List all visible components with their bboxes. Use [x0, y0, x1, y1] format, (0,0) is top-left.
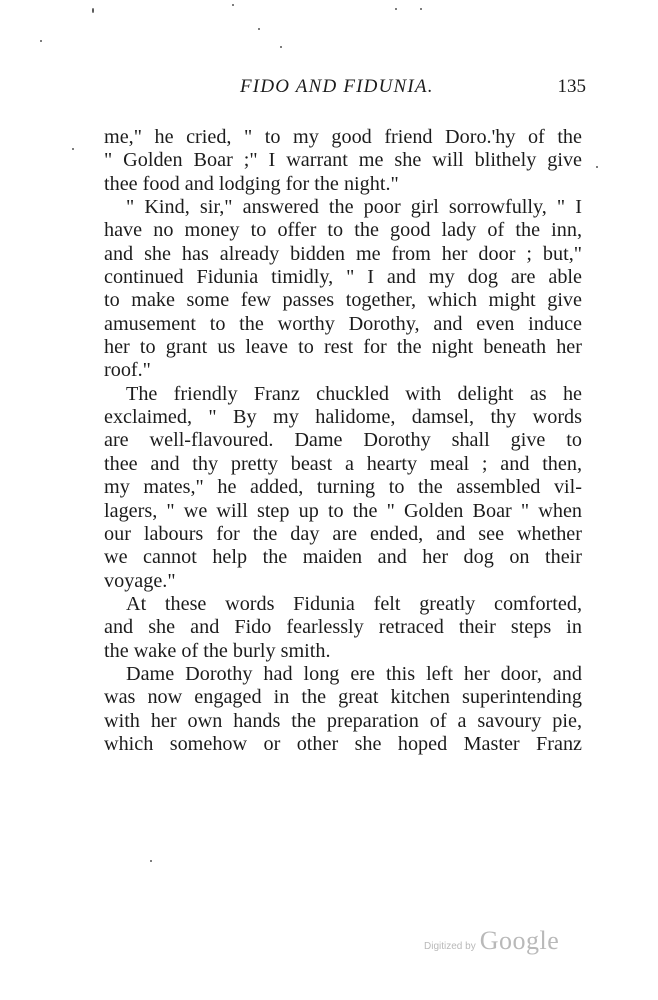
- text-line: lagers, " we will step up to the " Golden Boar " when: [104, 499, 582, 522]
- scan-speck: [420, 8, 422, 10]
- text-line: have no money to offer to the good lady of the inn,: [104, 219, 582, 242]
- scan-speck: [395, 8, 397, 10]
- text-line: our labours for the day are ended, and see whether: [104, 522, 582, 545]
- text-line: and she and Fido fearlessly retraced their steps in: [104, 616, 582, 639]
- watermark-brand: Google: [479, 926, 560, 955]
- scan-speck: [596, 166, 598, 168]
- text-line: continued Fidunia timidly, " I and my dog are able: [104, 266, 582, 289]
- text-line: voyage.": [104, 569, 176, 592]
- running-title: FIDO AND FIDUNIA.: [240, 76, 434, 97]
- text-line: The friendly Franz chuckled with delight as he: [126, 382, 582, 405]
- text-line: thee food and lodging for the night.": [104, 172, 399, 195]
- text-line: to make some few passes together, which might give: [104, 289, 582, 312]
- watermark-prefix: Digitized by: [424, 941, 476, 952]
- text-line: At these words Fidunia felt greatly comforted,: [126, 592, 582, 615]
- scan-speck: [72, 148, 74, 150]
- text-line: are well-flavoured. Dame Dorothy shall give to: [104, 429, 582, 452]
- text-line: me," he cried, " to my good friend Doro.'hy of the: [104, 126, 582, 148]
- text-line: her to grant us leave to rest for the night beneath her: [104, 336, 582, 359]
- scan-speck: [280, 46, 282, 48]
- text-line: and she has already bidden me from her door ; but,": [104, 242, 582, 265]
- text-line: the wake of the burly smith.: [104, 639, 331, 662]
- text-line: which somehow or other she hoped Master Franz: [104, 732, 582, 755]
- text-line: amusement to the worthy Dorothy, and even induce: [104, 312, 582, 335]
- text-line: we cannot help the maiden and her dog on their: [104, 546, 582, 569]
- scan-speck: [150, 860, 152, 862]
- running-header: [104, 76, 590, 102]
- text-line: exclaimed, " By my halidome, damsel, thy words: [104, 406, 582, 429]
- text-line: Dame Dorothy had long ere this left her door, and: [126, 662, 582, 685]
- text-line: roof.": [104, 359, 151, 382]
- scan-speck: [92, 8, 94, 13]
- scan-speck: [40, 40, 42, 42]
- page-number: 135: [557, 76, 586, 97]
- text-line: " Golden Boar ;" I warrant me she will blithely give: [104, 149, 582, 172]
- digitized-watermark: [424, 926, 559, 956]
- scan-speck: [232, 4, 234, 6]
- text-line: my mates," he added, turning to the assembled vil-: [104, 476, 582, 499]
- text-line: with her own hands the preparation of a savoury pie,: [104, 709, 582, 732]
- text-line: " Kind, sir," answered the poor girl sorrowfully, " I: [126, 196, 582, 219]
- text-line: thee and thy pretty beast a hearty meal ; and then,: [104, 452, 582, 475]
- scan-speck: [258, 28, 260, 30]
- body-text: [104, 126, 582, 756]
- text-line: was now engaged in the great kitchen superintending: [104, 686, 582, 709]
